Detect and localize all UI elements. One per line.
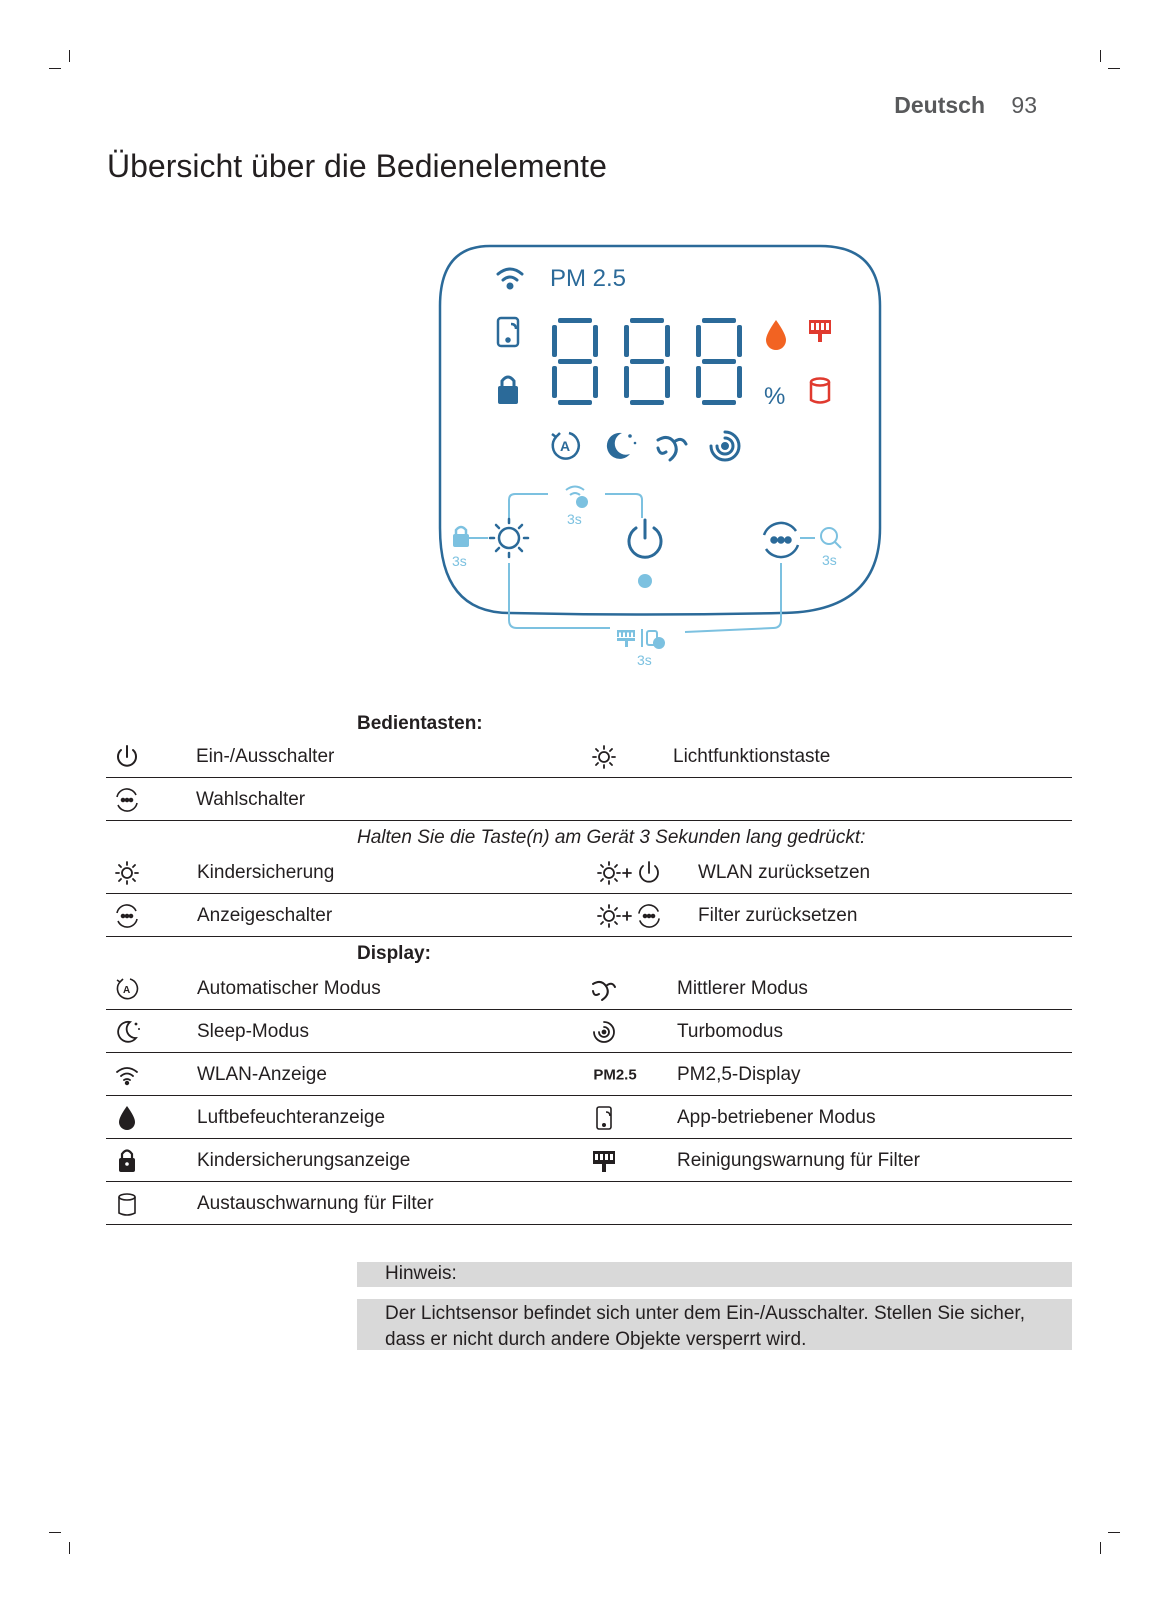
filter-replace-icon: [811, 379, 829, 403]
section-hold-heading: Halten Sie die Taste(n) am Gerät 3 Sekunden lang gedrückt:: [357, 827, 866, 848]
sleep-mode-icon: [114, 1019, 140, 1045]
mode-switch-button-icon: [764, 523, 798, 557]
svg-text:A: A: [123, 984, 131, 996]
humidifier-drop-icon: [117, 1105, 137, 1131]
filter-reset-3s: 3s: [637, 652, 652, 668]
row-label-2: Turbomodus: [677, 1020, 783, 1042]
row-label: Wahlschalter: [196, 788, 306, 810]
mode-switch-icon: [114, 787, 140, 813]
filter-clean-icon: [591, 1148, 617, 1174]
pm25-label: PM 2.5: [550, 265, 627, 292]
crop-mark-tr-h: [1108, 68, 1120, 69]
wifi-icon: [498, 269, 522, 288]
note-heading: Hinweis:: [385, 1263, 457, 1284]
note-body-box: [357, 1299, 1072, 1350]
wifi-reset-hint-icon: [566, 487, 588, 509]
row-label-2: Mittlerer Modus: [677, 977, 808, 999]
table-row: [106, 851, 1072, 894]
page-number: 93: [1011, 92, 1037, 118]
crop-mark-br-h: [1108, 1532, 1120, 1533]
section-buttons-heading: Bedientasten:: [357, 713, 483, 734]
app-mode-icon: [498, 318, 518, 346]
sleep-mode-icon: [607, 433, 636, 459]
light-sensor-dot: [638, 574, 652, 588]
row-label: Sleep-Modus: [197, 1020, 309, 1042]
row-label: Austauschwarnung für Filter: [197, 1192, 434, 1214]
row-label: Luftbefeuchteranzeige: [197, 1106, 386, 1128]
table-row: [106, 1182, 1072, 1225]
auto-mode-icon: [114, 976, 140, 1002]
turbo-mode-icon: [591, 1019, 617, 1045]
child-lock-3s: 3s: [452, 553, 467, 569]
table-row: [106, 1139, 1072, 1182]
row-label-2: WLAN zurücksetzen: [698, 861, 871, 883]
row-label: WLAN-Anzeige: [197, 1063, 327, 1085]
row-label: Automatischer Modus: [197, 977, 381, 999]
crop-mark-tl-v: [69, 50, 70, 62]
medium-mode-icon: [590, 975, 618, 1003]
humidifier-drop-icon: [766, 320, 786, 350]
header-language: Deutsch: [894, 92, 986, 118]
row-label: Kindersicherung: [197, 861, 335, 883]
row-label: Kindersicherungsanzeige: [197, 1149, 411, 1171]
table-row: [106, 1053, 1072, 1096]
row-label-2: Lichtfunktionstaste: [673, 745, 831, 767]
seven-segment-display: [552, 318, 742, 405]
row-divider: [106, 1224, 1072, 1225]
medium-mode-icon: [658, 437, 686, 460]
light-icon: [114, 860, 140, 886]
display-switch-hint-icon: [821, 528, 841, 548]
row-divider: [106, 820, 1072, 821]
note-heading-box: [357, 1262, 1072, 1287]
page-header: [894, 92, 1037, 119]
panel-outline: [440, 246, 880, 615]
row-label: Anzeigeschalter: [197, 904, 333, 926]
crop-mark-br-v: [1100, 1542, 1101, 1554]
display-switch-3s: 3s: [822, 552, 837, 568]
light-plus-power-icon: [597, 860, 663, 886]
lock-icon: [498, 377, 518, 404]
filter-clean-icon: [809, 320, 831, 342]
light-button-icon: [490, 519, 528, 557]
row-label-2: App-betriebener Modus: [677, 1106, 876, 1128]
light-plus-mode-icon: [597, 903, 663, 929]
child-lock-hint-icon: [453, 527, 469, 547]
filter-replace-icon: [116, 1191, 138, 1217]
mode-switch-icon: [114, 903, 140, 929]
app-mode-icon: [593, 1105, 615, 1131]
digit-2: [624, 318, 670, 405]
humidity-percent: %: [764, 383, 786, 410]
crop-mark-tl-h: [49, 68, 61, 69]
crop-mark-bl-h: [49, 1532, 61, 1533]
control-panel-illustration: [430, 238, 890, 698]
svg-text:A: A: [560, 438, 571, 454]
combination-lines: [460, 494, 815, 632]
table-row: [106, 778, 1072, 821]
row-label-2: PM2,5-Display: [677, 1063, 801, 1085]
wifi-icon: [115, 1064, 139, 1086]
table-row: [106, 735, 1072, 778]
filter-reset-hint-icon: [617, 629, 665, 649]
light-icon: [591, 744, 617, 770]
row-divider: [106, 936, 1072, 937]
table-row: [106, 894, 1072, 937]
power-button-icon: [629, 520, 661, 557]
table-row: [106, 1010, 1072, 1053]
digit-3: [696, 318, 742, 405]
auto-mode-icon: [552, 433, 579, 459]
control-panel-svg: [430, 238, 890, 698]
pm25-icon: PM2.5: [593, 1066, 637, 1083]
power-icon: [115, 745, 139, 769]
row-label-2: Filter zurücksetzen: [698, 904, 858, 926]
lock-icon: [116, 1148, 138, 1174]
table-row: [106, 1096, 1072, 1139]
turbo-mode-icon: [711, 432, 739, 460]
digit-1: [552, 318, 598, 405]
crop-mark-tr-v: [1100, 50, 1101, 62]
wifi-reset-3s: 3s: [567, 511, 582, 527]
table-row: [106, 967, 1072, 1010]
page-title: Übersicht über die Bedienelemente: [107, 148, 607, 184]
section-display-heading: Display:: [357, 943, 431, 964]
row-label: Ein-/Ausschalter: [196, 745, 335, 767]
crop-mark-bl-v: [69, 1542, 70, 1554]
row-label-2: Reinigungswarnung für Filter: [677, 1149, 920, 1171]
note-text: Der Lichtsensor befindet sich unter dem Ein-/Ausschalter. Stellen Sie sicher, dass er nicht durch andere Objekte versperrt wird.: [385, 1303, 1025, 1350]
